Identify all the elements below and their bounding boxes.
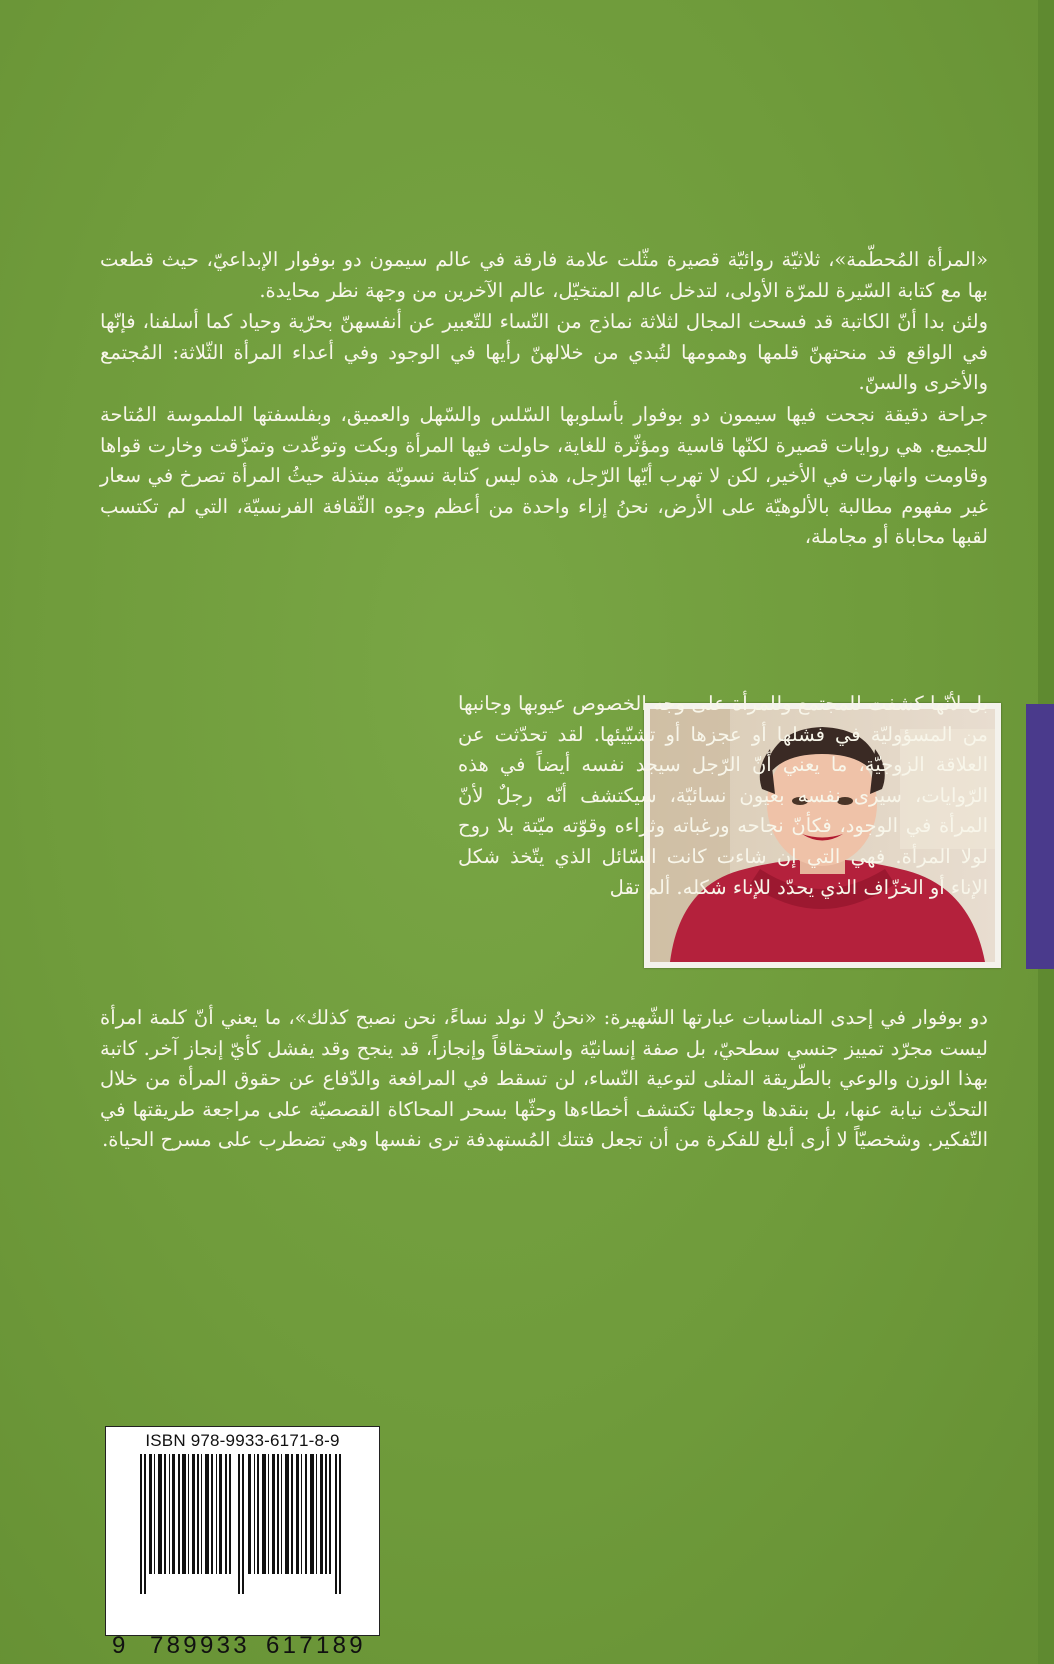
isbn-barcode (105, 1426, 380, 1659)
barcode-digits-right: 617189 (266, 1632, 366, 1659)
barcode-bars (120, 1454, 365, 1594)
blurb-paragraph-3: جراحة دقيقة نجحت فيها سيمون دو بوفوار بأسلوبها السّلس والسّهل والعميق، وبفلسفتها الملموسة المُتاحة للجميع. هي روايات قصيرة لكنّها قاسية ومؤثّرة للغاية، حاولت فيها المرأة وبكت وتوعّدت وتمزّقت وخارت قواها وقاومت وانهارت في الأخير، لكن لا تهرب أيّها الرّجل، هذه ليس كتابة نسويّة مبتذلة حيثُ المرأة تصرخ في سعار غير مفهوم مطالبة بالألوهيّة على الأرض، نحنُ إزاء واحدة من أعظم وجوه الثّقافة الفرنسيّة، التي لم تكتسب لقبها محاباة أو مجاملة، (100, 402, 988, 549)
blurb-paragraph-1: «المرأة المُحطّمة»، ثلاثيّة روائيّة قصيرة مثّلت علامة فارقة في عالم سيمون دو بوفوار الإبداعيّ، حيث قطعت بها مع كتابة السّيرة للمرّة الأولى، لتدخل عالم المتخيّل، عالم الآخرين من وجهة نظر محايدة. (100, 248, 988, 302)
blurb-top (100, 245, 988, 554)
purple-edge-tab (1026, 704, 1054, 969)
blurb-paragraph-4: بل لأنّها كشفت للمجتمع وللمرأة على وجه الخصوص عيوبها وجانبها من المسؤوليّة في فشلها أو عجزها أو تشيّيئها. لقد تحدّثت عن العلاقة الزوجيّة، ما يعني أنّ الرّجل سيجد نفسه أيضاً في هذه الرّوايات، سيرى نفسه بعيون نسائيّة، سيكتشف أنّه رجلٌ لأنّ المرأة في الوجود، فكأنّ نجاحه ورغباته وثراءه وقوّته ميّتة بلا روح لولا المرأة. فهي التي إن شاءت كانت السّائل الذي يتّخذ شكل الإناء أو الخزّاف الذي يحدّد للإناء شكله. ألم تقل (458, 692, 988, 899)
blurb-paragraph-5: دو بوفوار في إحدى المناسبات عبارتها الشّهيرة: «نحنُ لا نولد نساءً، نحن نصبح كذلك»، ما يعني أنّ كلمة امرأة ليست مجرّد تمييز جنسي سطحيّ، بل صفة إنسانيّة واستحقاقاً وإنجازاً، قد ينجح وقد يفشل كأيّ إنجاز آخر. كاتبة بهذا الوزن والوعي بالطّريقة المثلى لتوعية النّساء، لن تسقط في المرافعة والدّفاع عن حقوق المرأة من خلال التحدّث نيابة عنها، بل بنقدها وجعلها تكتشف أخطاءها وحثّها بسحر المحاكاة القصصيّة على مراجعة طريقتها في التّفكير. وشخصيّاً لا أرى أبلغ للفكرة من أن تجعل فتتك المُستهدفة ترى نفسها وهي تضطرب على مسرح الحياة. (100, 1006, 988, 1152)
blurb-paragraph-2: ولئن بدا أنّ الكاتبة قد فسحت المجال لثلاثة نماذج من النّساء للتّعبير عن أنفسهنّ بحرّية وحياد كما أسلفنا، فإنّها في الواقع قد منحتهنّ قلمها وهمومها لتُبدي من خلالهنّ رأيها في الوجود وفي أعداء المرأة الثّلاثة: المُجتمع والأخرى والسنّ. (100, 310, 988, 395)
blurb-bottom (100, 1003, 988, 1157)
isbn-label: ISBN 978-9933-6171-8-9 (145, 1431, 340, 1450)
barcode-digit-first: 9 (112, 1632, 126, 1659)
blurb-beside-photo (458, 689, 988, 904)
barcode-digits-left: 789933 (150, 1632, 250, 1659)
